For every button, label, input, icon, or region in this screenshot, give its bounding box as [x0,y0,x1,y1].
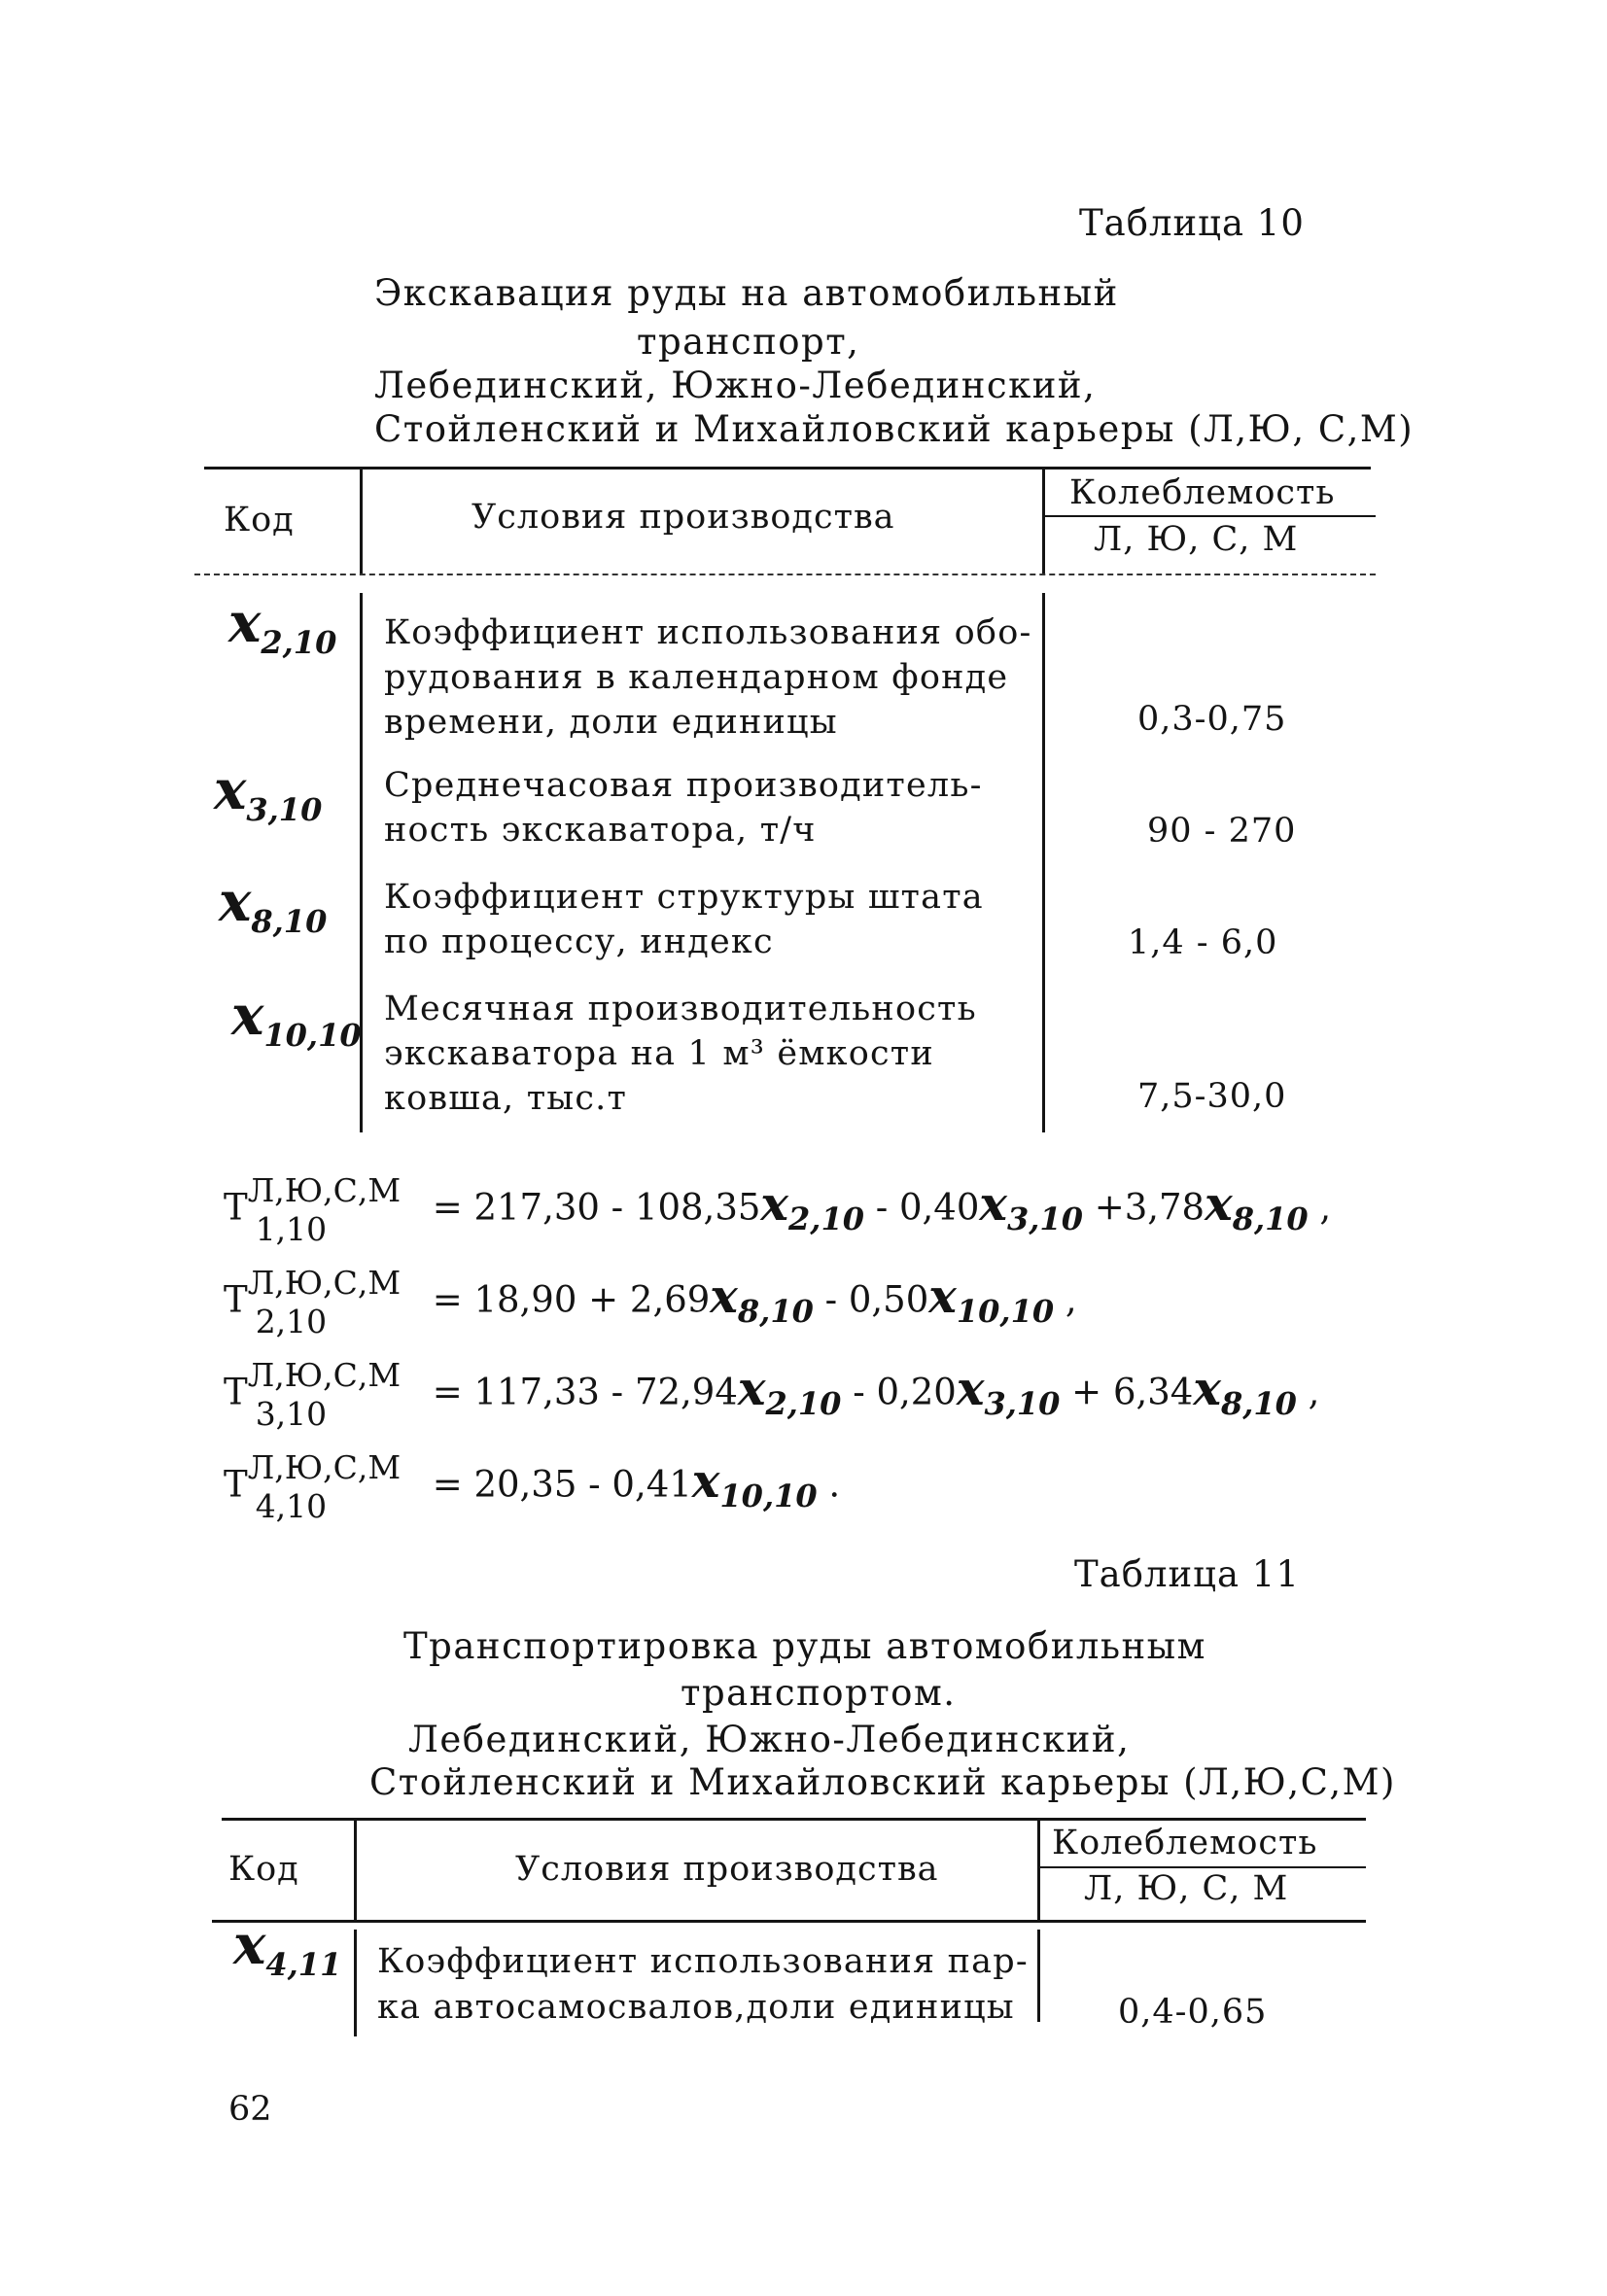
table10-row1-line3: времени, доли единицы [384,703,838,742]
table10-caption-line4: Стойленский и Михайловский карьеры (Л,Ю, С,М) [374,408,1415,450]
table10-header-conditions: Условия производства [472,498,895,537]
table10-row4-value: 7,5-30,0 [1137,1077,1287,1116]
table10-row3-code: $x_{8,10}$ [219,870,328,940]
table11-header-conditions: Условия производства [515,1850,939,1889]
table11-row1-line2: ка автосамосвалов,доли единицы [377,1988,1015,2027]
table10-body-divider-right [1042,593,1045,1132]
table11-caption-line2: транспортом. [681,1672,957,1714]
table11-header-bottom-rule [212,1920,1366,1923]
table11-row1-line1: Коэффициент использования пар- [377,1942,1029,1981]
table10-row1-code: $x_{2,10}$ [228,591,337,661]
table11-header-variability: Колеблемость [1052,1824,1318,1862]
table10-top-rule [204,467,1371,470]
table11-top-rule [222,1818,1366,1821]
table10-row2-value: 90 - 270 [1147,812,1297,851]
table10-row1-line1: Коэффициент использования обо- [384,613,1032,652]
table10-row1-value: 0,3-0,75 [1137,700,1287,739]
table11-caption-line4: Стойленский и Михайловский карьеры (Л,Ю,С,М) [369,1761,1396,1803]
table11-header-divider-left [354,1818,357,1920]
table10-label: Таблица 10 [1079,202,1305,244]
table10-row3-line2: по процессу, индекс [384,922,774,961]
table10-subheader-rule [1045,515,1376,517]
table10-row3-line1: Коэффициент структуры штата [384,878,984,917]
table11-header-code: Код [228,1850,299,1889]
table10-row2-line1: Среднечасовая производитель- [384,766,983,805]
formula-1: T Л,Ю,С,М 1,10 = $217,30 - 108,35x_{2,10} - 0,40x_{3,10} +3,78x_{8,10}$ , [224,1171,1332,1248]
table10-row2-line2: ность экскаватора, т/ч [384,811,817,850]
table10-header-variability-sub: Л, Ю, С, М [1094,520,1299,559]
table10-header-divider-left [360,467,363,574]
table11-body-divider-right [1037,1930,1040,2022]
table10-row4-line2: экскаватора на 1 м³ ёмкости [384,1034,934,1073]
formula-2: T Л,Ю,С,М 2,10 = $18,90 + 2,69x_{8,10} - 0,50x_{10,10}$ , [224,1264,1077,1340]
table10-row4-code: $x_{10,10}$ [231,984,362,1054]
table11-row1-value: 0,4-0,65 [1118,1993,1268,2032]
table11-header-divider-right [1037,1818,1040,1920]
formula-3: T Л,Ю,С,М 3,10 = $117,33 - 72,94x_{2,10} - 0,20x_{3,10} + 6,34x_{8,10}$ , [224,1356,1320,1433]
table11-label: Таблица 11 [1074,1553,1300,1595]
table11-header-variability-sub: Л, Ю, С, М [1084,1869,1289,1908]
table10-row3-value: 1,4 - 6,0 [1128,923,1278,962]
table10-row4-line3: ковша, тыс.т [384,1079,628,1118]
table11-row1-code: $x_{4,11}$ [233,1913,342,1983]
table10-caption-line1: Экскавация руды на автомобильный [374,272,1119,314]
formula-4: T Л,Ю,С,М 4,10 = $20,35 - 0,41x_{10,10}$ . [224,1448,841,1525]
table10-row4-line1: Месячная производительность [384,990,977,1028]
table10-header-code: Код [224,501,295,539]
table10-header-bottom-rule [194,574,1376,575]
table11-caption-line3: Лебединский, Южно-Лебединский, [408,1719,1131,1760]
table10-row1-line2: рудования в календарном фонде [384,658,1009,697]
table11-caption-line1: Транспортировка руды автомобильным [403,1625,1206,1667]
table11-body-divider-left [354,1930,357,2036]
table10-header-variability: Колеблемость [1069,473,1336,512]
table10-caption-line2: транспорт, [637,321,860,363]
page-number: 62 [228,2090,272,2129]
table10-header-divider-right [1042,467,1045,574]
table10-caption-line3: Лебединский, Южно-Лебединский, [374,365,1097,406]
table10-row2-code: $x_{3,10}$ [214,758,323,828]
table11-subheader-rule [1040,1866,1366,1868]
